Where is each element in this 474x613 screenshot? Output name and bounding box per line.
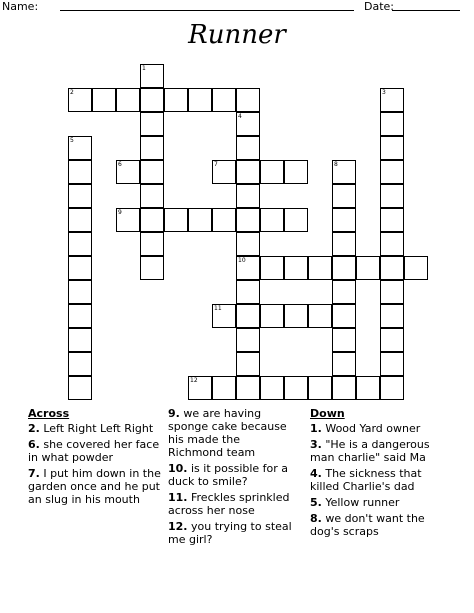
grid-cell[interactable] (68, 328, 92, 352)
clue-number: 11 (214, 305, 222, 312)
grid-cell[interactable] (260, 208, 284, 232)
grid-cell[interactable] (212, 208, 236, 232)
grid-cell[interactable] (68, 184, 92, 208)
clue-number: 6 (118, 161, 122, 168)
down-heading: Down (310, 407, 345, 420)
clue-item: 2. Left Right Left Right (28, 422, 154, 435)
grid-cell[interactable] (68, 352, 92, 376)
grid-cell[interactable] (212, 88, 236, 112)
grid-cell[interactable] (380, 376, 404, 400)
grid-cell[interactable] (140, 136, 164, 160)
grid-cell[interactable] (332, 328, 356, 352)
grid-cell[interactable] (164, 208, 188, 232)
grid-cell[interactable] (308, 256, 332, 280)
grid-cell[interactable] (236, 376, 260, 400)
clue-number: 10 (238, 257, 246, 264)
clue-item: 3. "He is a dangerous man charlie" said Ma (310, 438, 430, 464)
grid-cell[interactable] (140, 184, 164, 208)
clue-item: 1. Wood Yard owner (310, 422, 421, 435)
grid-cell[interactable] (68, 280, 92, 304)
grid-cell[interactable] (356, 256, 380, 280)
grid-cell[interactable] (332, 208, 356, 232)
clue-item: 8. we don't want the dog's scraps (310, 512, 425, 538)
clue-item: 5. Yellow runner (310, 496, 400, 509)
grid-cell[interactable] (332, 184, 356, 208)
grid-cell[interactable] (188, 208, 212, 232)
clue-number: 5 (70, 137, 74, 144)
grid-cell[interactable] (308, 376, 332, 400)
grid-cell[interactable] (332, 256, 356, 280)
grid-cell[interactable] (140, 208, 164, 232)
grid-cell[interactable] (332, 304, 356, 328)
grid-cell[interactable] (380, 232, 404, 256)
grid-cell[interactable] (236, 160, 260, 184)
clue-item: 10. is it possible for a duck to smile? (168, 462, 289, 488)
grid-cell[interactable] (380, 304, 404, 328)
grid-cell[interactable] (140, 112, 164, 136)
grid-cell[interactable] (236, 184, 260, 208)
grid-cell[interactable] (68, 232, 92, 256)
grid-cell[interactable] (68, 304, 92, 328)
grid-cell[interactable] (380, 328, 404, 352)
grid-cell[interactable] (116, 88, 140, 112)
down-clues-column (310, 407, 438, 541)
name-label: Name: (2, 0, 39, 13)
grid-cell[interactable] (308, 304, 332, 328)
grid-cell[interactable] (332, 280, 356, 304)
grid-cell[interactable] (260, 376, 284, 400)
grid-cell[interactable] (140, 232, 164, 256)
grid-cell[interactable] (212, 376, 236, 400)
grid-cell[interactable] (380, 136, 404, 160)
grid-cell[interactable] (260, 256, 284, 280)
clue-number: 8 (334, 161, 338, 168)
clue-number: 1 (142, 65, 146, 72)
clue-number: 3 (382, 89, 386, 96)
clue-item: 12. you trying to steal me girl? (168, 520, 292, 546)
grid-cell[interactable] (236, 88, 260, 112)
grid-cell[interactable] (380, 184, 404, 208)
across-clues-column (28, 407, 164, 509)
grid-cell[interactable] (380, 160, 404, 184)
grid-cell[interactable] (332, 352, 356, 376)
clue-item: 11. Freckles sprinkled across her nose (168, 491, 290, 517)
grid-cell[interactable] (68, 256, 92, 280)
grid-cell[interactable] (284, 160, 308, 184)
grid-cell[interactable] (236, 136, 260, 160)
grid-cell[interactable] (140, 160, 164, 184)
grid-cell[interactable] (380, 112, 404, 136)
grid-cell[interactable] (332, 232, 356, 256)
across-heading: Across (28, 407, 70, 420)
grid-cell[interactable] (236, 232, 260, 256)
grid-cell[interactable] (380, 352, 404, 376)
grid-cell[interactable] (140, 256, 164, 280)
clue-number: 9 (118, 209, 122, 216)
grid-cell[interactable] (284, 208, 308, 232)
page-title: Runner (188, 20, 286, 50)
grid-cell[interactable] (164, 88, 188, 112)
clue-item: 4. The sickness that killed Charlie's dad (310, 467, 422, 493)
clue-item: 9. we are having sponge cake because his made the Richmond team (168, 407, 287, 459)
grid-cell[interactable] (260, 160, 284, 184)
across-clues-column-2 (168, 407, 296, 549)
grid-cell[interactable] (236, 208, 260, 232)
clue-number: 12 (190, 377, 198, 384)
grid-cell[interactable] (380, 256, 404, 280)
clue-number: 7 (214, 161, 218, 168)
grid-cell[interactable] (380, 208, 404, 232)
date-label: Date: (364, 0, 394, 13)
clue-number: 4 (238, 113, 242, 120)
grid-cell[interactable] (188, 88, 212, 112)
grid-cell[interactable] (236, 304, 260, 328)
grid-cell[interactable] (68, 208, 92, 232)
clue-item: 7. I put him down in the garden once and he put an slug in his mouth (28, 467, 161, 506)
grid-cell[interactable] (68, 160, 92, 184)
grid-cell[interactable] (236, 352, 260, 376)
clue-number: 2 (70, 89, 74, 96)
grid-cell[interactable] (140, 88, 164, 112)
grid-cell[interactable] (236, 280, 260, 304)
grid-cell[interactable] (404, 256, 428, 280)
clue-item: 6. she covered her face in what powder (28, 438, 160, 464)
grid-cell[interactable] (92, 88, 116, 112)
grid-cell[interactable] (68, 376, 92, 400)
grid-cell[interactable] (332, 376, 356, 400)
grid-cell[interactable] (380, 280, 404, 304)
grid-cell[interactable] (260, 304, 284, 328)
grid-cell[interactable] (356, 376, 380, 400)
grid-cell[interactable] (236, 328, 260, 352)
grid-cell[interactable] (284, 304, 308, 328)
grid-cell[interactable] (284, 376, 308, 400)
grid-cell[interactable] (284, 256, 308, 280)
